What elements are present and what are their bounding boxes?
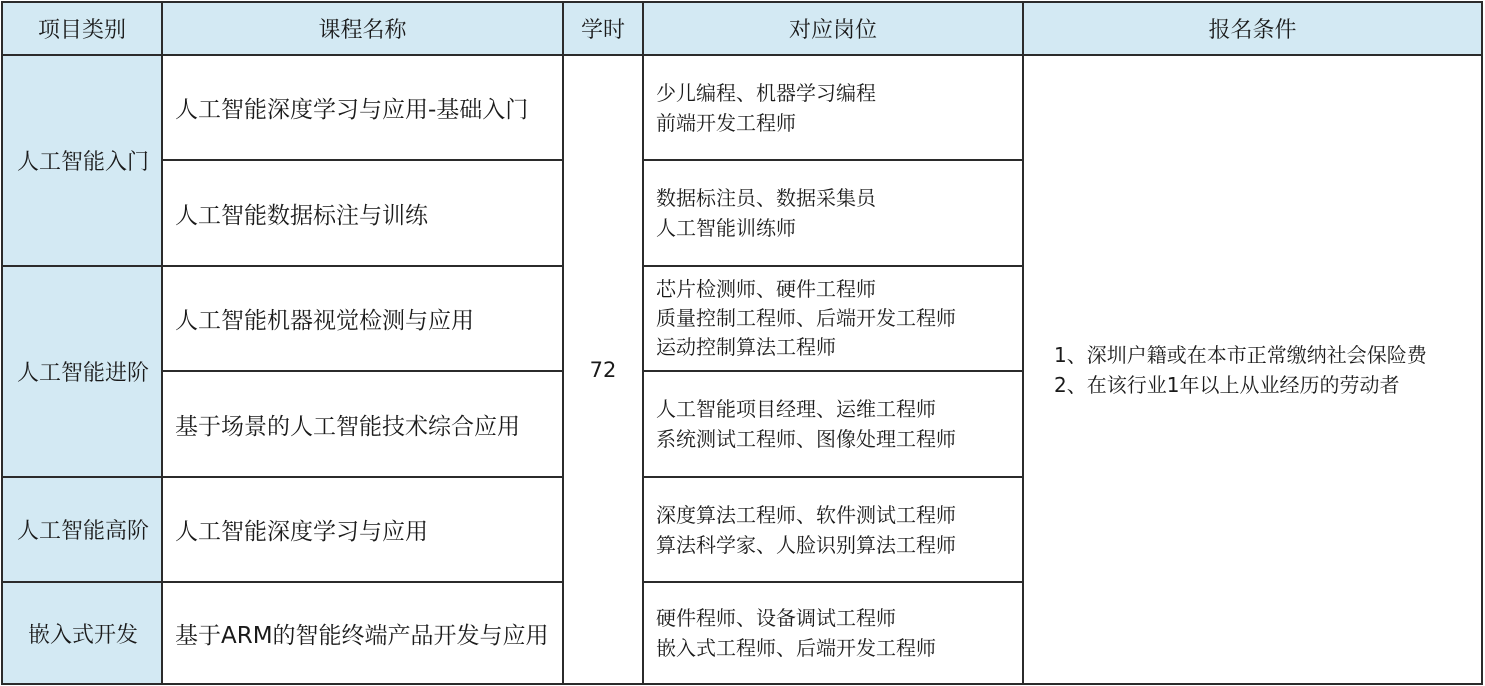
- positions-cell: [642, 159, 1024, 267]
- position-line: 运动控制算法工程师: [656, 335, 836, 359]
- position-line: 少儿编程、机器学习编程: [656, 80, 876, 105]
- header-requirements: 报名条件: [1022, 1, 1483, 56]
- course-cell: 人工智能数据标注与训练: [161, 159, 564, 267]
- category-cell: 人工智能入门: [1, 54, 163, 267]
- position-line: 质量控制工程师、后端开发工程师: [656, 306, 956, 330]
- position-line: 人工智能训练师: [656, 216, 796, 240]
- positions-cell: [642, 54, 1024, 161]
- requirement-line: 2、在该行业1年以上从业经历的劳动者: [1054, 372, 1400, 397]
- header-hours: 学时: [562, 1, 644, 56]
- course-cell: 人工智能深度学习与应用-基础入门: [161, 54, 564, 161]
- course-table: [1, 1, 1483, 685]
- course-cell: 人工智能机器视觉检测与应用: [161, 265, 564, 372]
- positions-cell: [642, 265, 1024, 372]
- position-line: 前端开发工程师: [656, 110, 796, 135]
- hours-cell: 72: [562, 54, 644, 685]
- position-line: 深度算法工程师、软件测试工程师: [656, 502, 956, 527]
- course-cell: 基于场景的人工智能技术综合应用: [161, 370, 564, 478]
- position-line: 算法科学家、人脸识别算法工程师: [656, 532, 956, 557]
- positions-cell: [642, 370, 1024, 478]
- course-cell: 人工智能深度学习与应用: [161, 476, 564, 583]
- category-cell: 嵌入式开发: [1, 581, 163, 685]
- header-category: 项目类别: [1, 1, 163, 56]
- requirements-cell: [1022, 54, 1483, 685]
- course-cell: 基于ARM的智能终端产品开发与应用: [161, 581, 564, 685]
- category-cell: 人工智能进阶: [1, 265, 163, 478]
- requirement-line: 1、深圳户籍或在本市正常缴纳社会保险费: [1054, 342, 1427, 367]
- position-line: 芯片检测师、硬件工程师: [656, 277, 876, 301]
- position-line: 系统测试工程师、图像处理工程师: [656, 427, 956, 451]
- positions-cell: [642, 476, 1024, 583]
- position-line: 硬件程师、设备调试工程师: [656, 606, 896, 630]
- positions-cell: [642, 581, 1024, 685]
- header-positions: 对应岗位: [642, 1, 1024, 56]
- position-line: 嵌入式工程师、后端开发工程师: [656, 636, 936, 660]
- header-course: 课程名称: [161, 1, 564, 56]
- position-line: 人工智能项目经理、运维工程师: [656, 397, 936, 421]
- position-line: 数据标注员、数据采集员: [656, 186, 876, 210]
- category-cell: 人工智能高阶: [1, 476, 163, 583]
